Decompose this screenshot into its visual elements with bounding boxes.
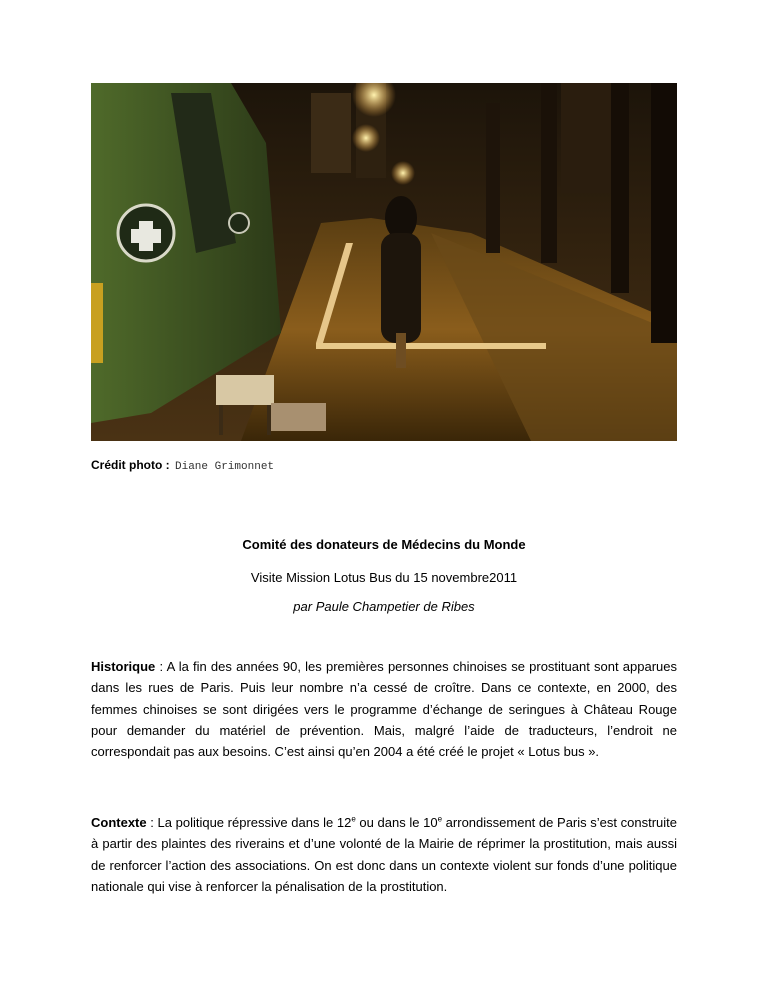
photo-credit-author: Diane Grimonnet: [175, 461, 275, 473]
historique-heading: Historique: [91, 659, 156, 674]
contexte-text-c: arrondissement de Paris s’est construite à partir des plaintes des riverains et d’une volonté de la Mairie de réprimer la prostitution, mais aussi de renforcer l’action des associations. On est donc dans un contexte violent sur fonds d’une politique nationale qui vise à renforcer la pénalisation de la prostitution.: [91, 815, 678, 894]
photo-credit-label: Crédit photo :: [91, 458, 170, 472]
photo-credit: [91, 457, 274, 475]
night-street-photo: [91, 83, 677, 441]
document-subtitle: Visite Mission Lotus Bus du 15 novembre2011: [250, 570, 518, 585]
historique-paragraph: [91, 656, 677, 762]
document-title: Comité des donateurs de Médecins du Monde: [242, 537, 526, 552]
historique-text: : A la fin des années 90, les premières personnes chinoises se prostituant sont apparues dans les rues de Paris. Puis leur nombre n’a cessé de croître. Dans ce contexte, en 2000, des femmes chinoises se sont dirigées vers le programme d’échange de seringues à Château Rouge pour demander du matériel de prévention. Mais, malgré l’aide de traducteurs, l’endroit ne correspondait pas aux besoins. C’est ainsi qu’en 2004 a été créé le projet « Lotus bus ».: [91, 659, 677, 760]
document-byline: par Paule Champetier de Ribes: [293, 599, 475, 614]
contexte-heading: Contexte: [91, 815, 147, 830]
contexte-sup-a: e: [351, 814, 356, 824]
contexte-text-b: ou dans le 10: [355, 815, 438, 830]
contexte-sup-b: e: [437, 814, 443, 824]
contexte-paragraph: [91, 812, 677, 897]
contexte-text-a: : La politique répressive dans le 12: [146, 815, 352, 830]
